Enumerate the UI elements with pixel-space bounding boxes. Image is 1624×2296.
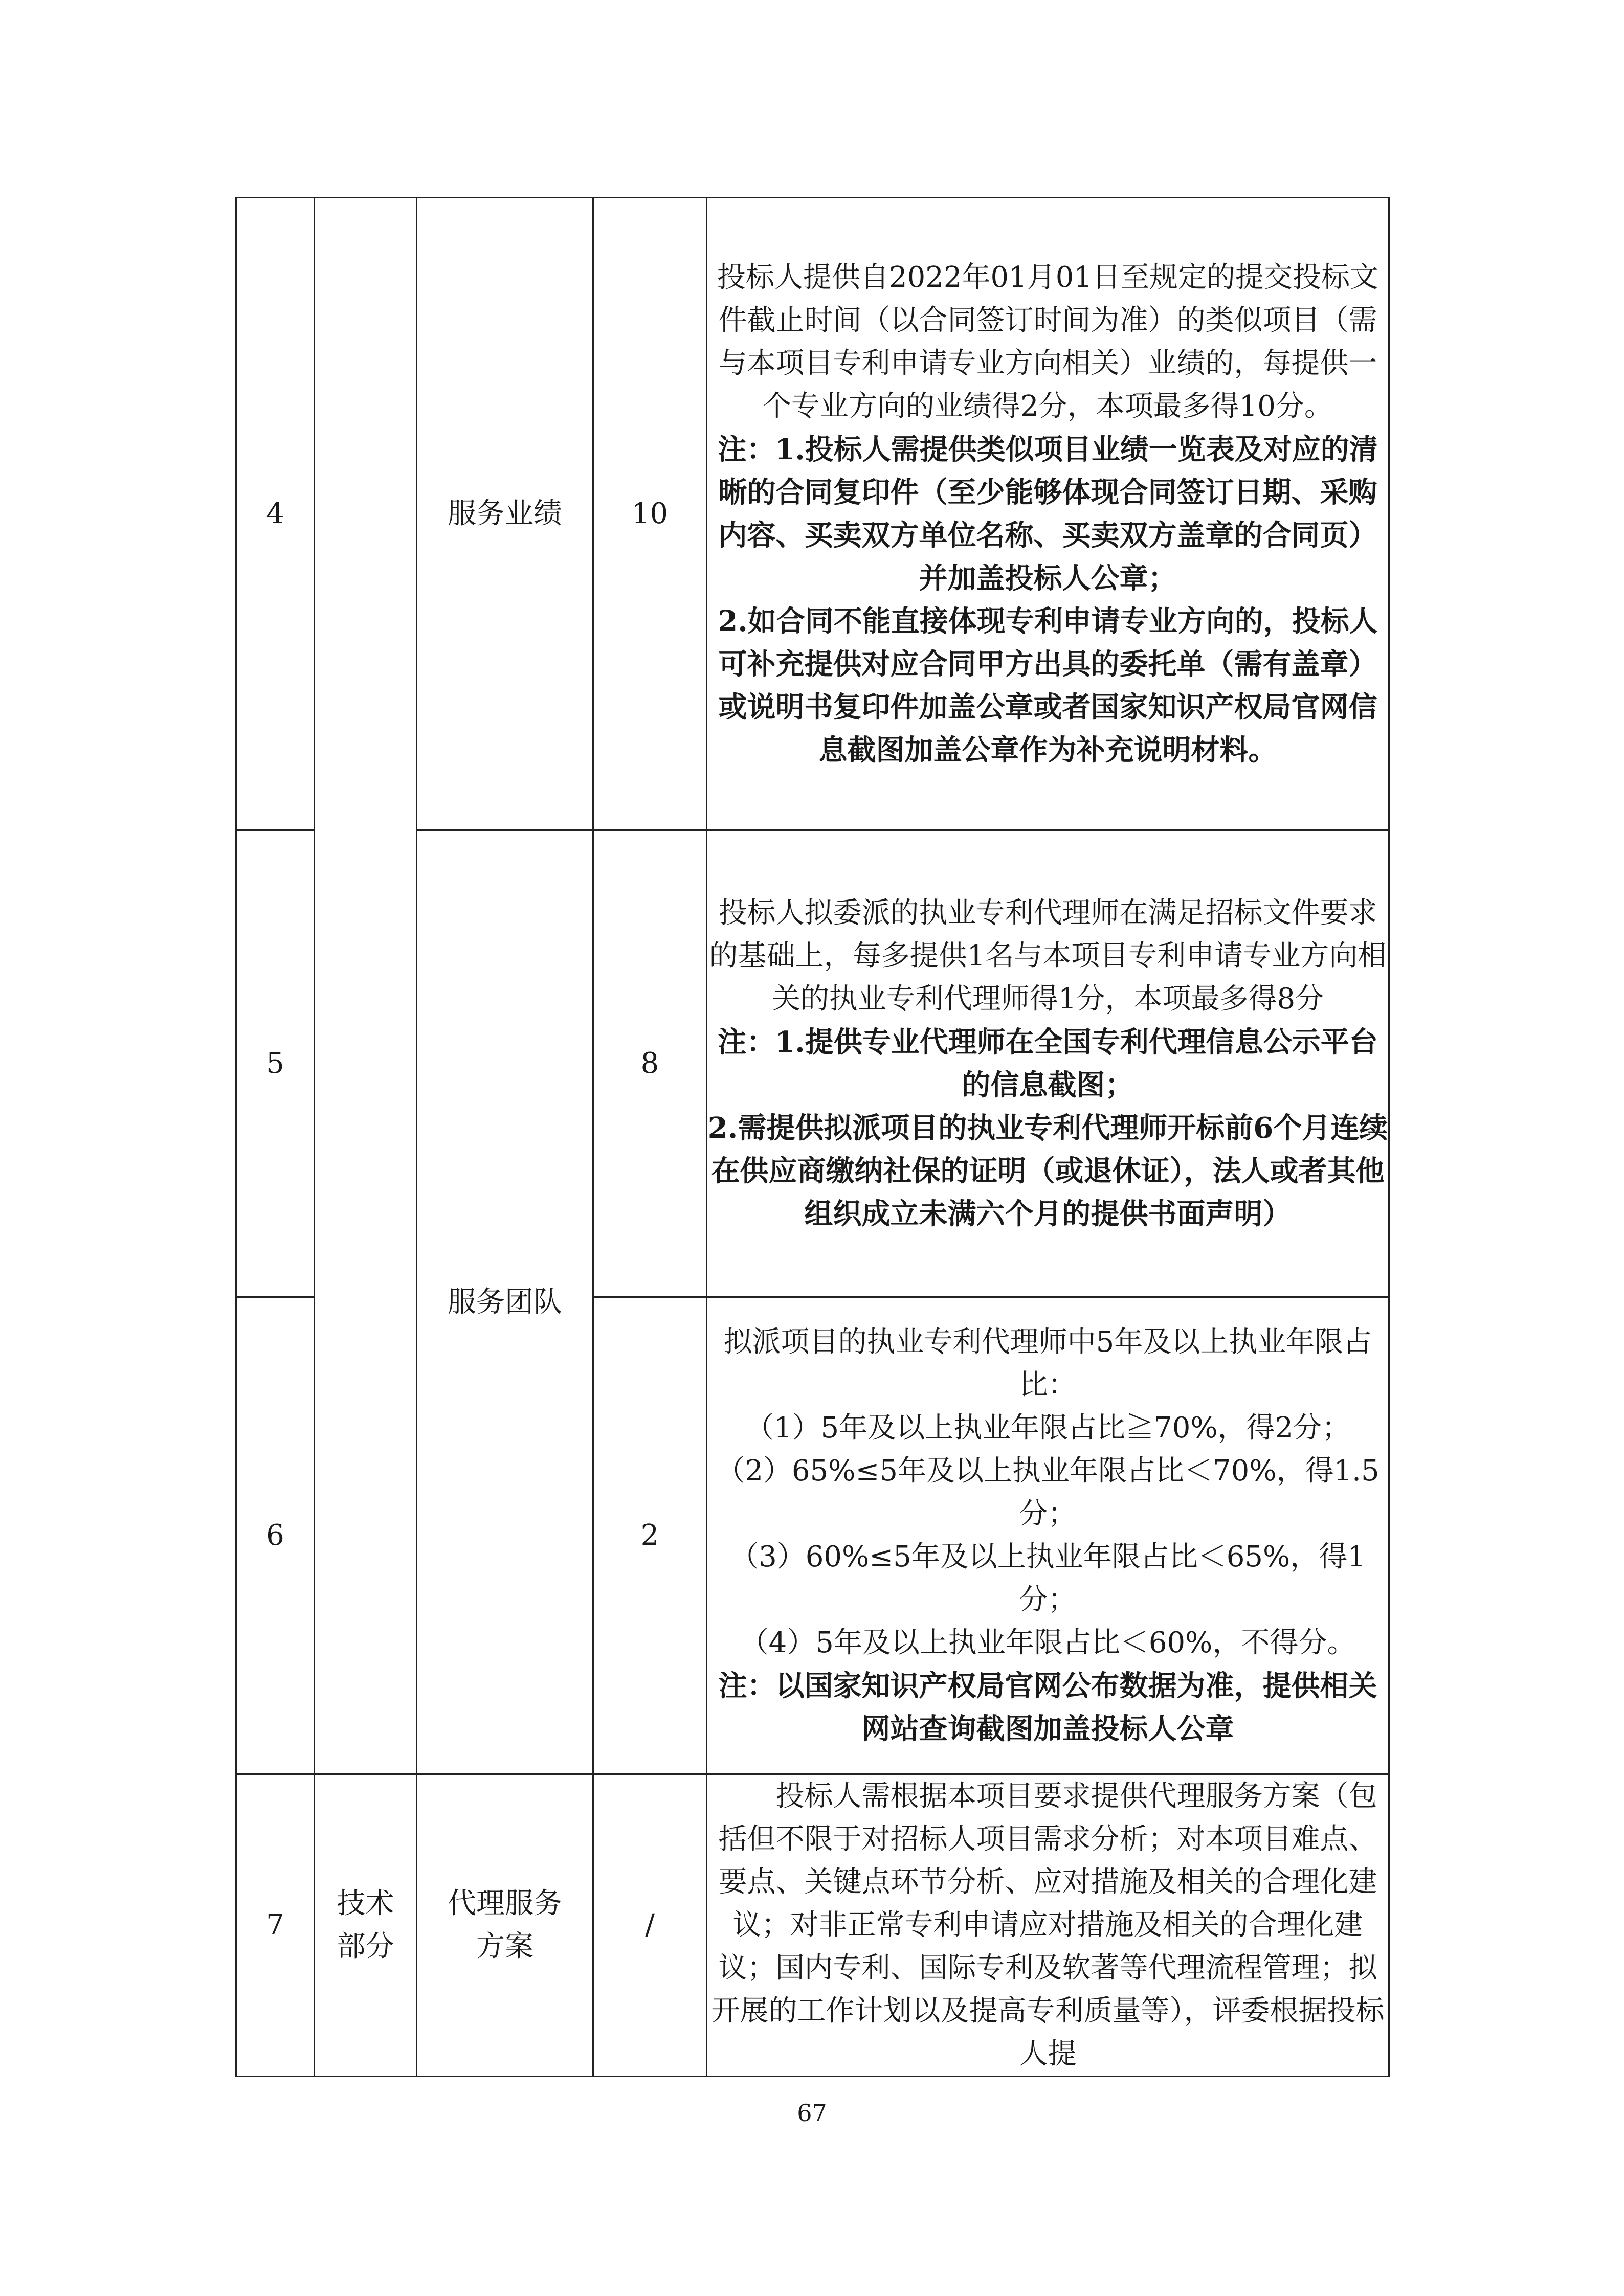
item-name: [417, 1774, 593, 2077]
criteria-paragraph: 投标人拟委派的执业专利代理师在满足招标文件要求的基础上，每多提供1名与本项目专利申请专业方向相关的执业专利代理师得1分，本项最多得8分: [709, 896, 1387, 1016]
row-number: 6: [236, 1297, 315, 1774]
criteria-condition: （2）65%≤5年及以上执业年限占比＜70%，得1.5分；: [716, 1454, 1380, 1530]
criteria-condition: （1）5年及以上执业年限占比≧70%，得2分；: [745, 1411, 1351, 1445]
row-number: 5: [236, 830, 315, 1297]
scoring-table: [235, 197, 1390, 2077]
row-number: 7: [236, 1774, 315, 2077]
category-line: 部分: [337, 1930, 394, 1963]
score: /: [593, 1774, 707, 2077]
row-number: 4: [236, 198, 315, 830]
category-line: 技术: [337, 1887, 394, 1920]
category-cell: [315, 1774, 417, 2077]
criteria-note: 注：1.提供专业代理师在全国专利代理信息公示平台的信息截图；: [718, 1025, 1378, 1102]
table-row: [236, 198, 1389, 830]
criteria-note: 注：1.投标人需提供类似项目业绩一览表及对应的清晰的合同复印件（至少能够体现合同签订日期、采购内容、买卖双方单位名称、买卖双方盖章的合同页）并加盖投标人公章；: [718, 433, 1378, 595]
criteria-text: [707, 830, 1389, 1297]
criteria-text: [707, 1297, 1389, 1774]
criteria-note: 2.如合同不能直接体现专利申请专业方向的，投标人可补充提供对应合同甲方出具的委托单（需有盖章）或说明书复印件加盖公章或者国家知识产权局官网信息截图加盖公章作为补充说明材料。: [718, 604, 1378, 767]
criteria-text: [707, 1774, 1389, 2077]
criteria-paragraph: 投标人提供自2022年01月01日至规定的提交投标文件截止时间（以合同签订时间为准）的类似项目（需与本项目专利申请专业方向相关）业绩的，每提供一个专业方向的业绩得2分，本项最多得10分。: [717, 261, 1379, 423]
criteria-paragraph: 投标人需根据本项目要求提供代理服务方案（包括但不限于对招标人项目需求分析；对本项目难点、要点、关键点环节分析、应对措施及相关的合理化建议；对非正常专利申请应对措施及相关的合理化建议；国内专利、国际专利及软著等代理流程管理；拟开展的工作计划以及提高专利质量等），评委根据投标人提: [711, 1780, 1385, 2070]
criteria-note: 2.需提供拟派项目的执业专利代理师开标前6个月连续在供应商缴纳社保的证明（或退休证），法人或者其他组织成立未满六个月的提供书面声明）: [707, 1111, 1388, 1231]
criteria-text: [707, 198, 1389, 830]
criteria-note: 注：以国家知识产权局官网公布数据为准，提供相关网站查询截图加盖投标人公章: [718, 1669, 1377, 1746]
score: 10: [593, 198, 707, 830]
item-name: 服务团队: [417, 830, 593, 1774]
page-number: 67: [797, 2099, 827, 2127]
score: 2: [593, 1297, 707, 1774]
item-name-line: 方案: [476, 1930, 533, 1963]
score: 8: [593, 830, 707, 1297]
criteria-condition: （4）5年及以上执业年限占比＜60%，不得分。: [740, 1626, 1356, 1659]
category-cell: [315, 198, 417, 1774]
item-name: 服务业绩: [417, 198, 593, 830]
item-name-line: 代理服务: [448, 1887, 562, 1920]
table-row: [236, 1774, 1389, 2077]
criteria-condition: （3）60%≤5年及以上执业年限占比＜65%，得1分；: [730, 1540, 1366, 1616]
criteria-paragraph: 拟派项目的执业专利代理师中5年及以上执业年限占比：: [723, 1325, 1372, 1402]
